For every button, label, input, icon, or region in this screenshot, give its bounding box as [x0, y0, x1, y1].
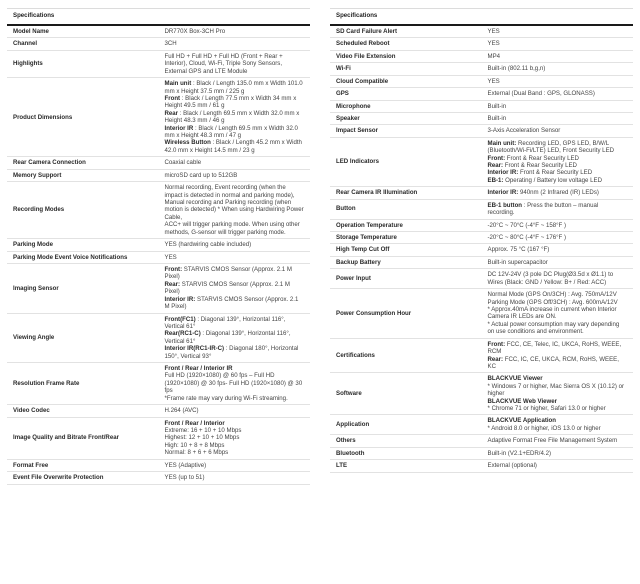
spec-value-text: : Black / Length 69.5 mm x Width 32.0 mm x Height 48.3 mm / 46 g [164, 109, 300, 125]
spec-label: SD Card Failure Alert [330, 25, 482, 38]
spec-value-line [165, 395, 305, 402]
spec-value-line [488, 321, 628, 336]
spec-label: Format Free [7, 459, 159, 471]
spec-value-text: Front & Rear Security LED [518, 169, 593, 177]
spec-row [330, 232, 633, 244]
spec-value-line [488, 177, 628, 184]
spec-value-bold: Front / Rear / Interior [164, 419, 225, 427]
spec-row [330, 460, 633, 472]
spec-row [330, 88, 633, 100]
spec-value-bold: BLACKVUE Application [487, 417, 556, 425]
spec-label: Power Consumption Hour [330, 289, 482, 339]
spec-value-line [165, 172, 305, 179]
spec-value-text: STARVIS CMOS Sensor (Approx. 2.1 M Pixel) [164, 280, 290, 296]
spec-value-text: Extreme: 16 + 10 + 10 Mbps [164, 426, 242, 434]
spec-table-left [7, 8, 310, 485]
spec-value [482, 244, 634, 256]
spec-row [330, 338, 633, 373]
spec-value [482, 38, 634, 50]
spec-value-text: YES [164, 253, 177, 261]
spec-row [330, 75, 633, 87]
spec-value-text: 940nm (2 Infrared (IR) LEDs) [518, 189, 599, 197]
spec-value [482, 415, 634, 435]
spec-value [159, 363, 311, 405]
spec-value-line [488, 140, 628, 155]
spec-value-bold: Rear: [487, 355, 504, 363]
spec-row [330, 25, 633, 38]
spec-row [7, 417, 310, 459]
spec-value-line [488, 78, 628, 85]
spec-label: Microphone [330, 100, 482, 112]
spec-value-bold: Front / Rear / Interior IR [164, 365, 233, 373]
spec-value-line [488, 40, 628, 47]
spec-value [159, 472, 311, 484]
spec-value [159, 459, 311, 471]
spec-value-text: YES (hardwiring cable included) [164, 241, 252, 249]
spec-value [482, 256, 634, 268]
spec-row [7, 38, 310, 50]
spec-row [7, 472, 310, 484]
spec-value-text: * Chrome 71 or higher, Safari 13.0 or higher [487, 405, 606, 413]
spec-label: Parking Mode Event Voice Notifications [7, 251, 159, 263]
spec-value [482, 199, 634, 219]
spec-value-line [165, 407, 305, 414]
spec-value-bold: Main unit: [487, 139, 517, 147]
spec-value-text: FCC, CE, Telec, IC, UKCA, RoHS, WEEE, RCM [487, 340, 622, 356]
spec-value-line [488, 405, 628, 412]
spec-value-line [488, 398, 628, 405]
spec-value-text: Front & Rear Security LED [503, 162, 577, 170]
spec-value [159, 182, 311, 239]
spec-value-text: 3-Axis Acceleration Sensor [487, 127, 561, 135]
spec-value-line [488, 189, 628, 196]
spec-row [330, 38, 633, 50]
spec-value [482, 25, 634, 38]
spec-value [159, 157, 311, 169]
spec-value-text: YES (Adaptive) [164, 461, 207, 469]
spec-value [482, 187, 634, 199]
spec-value-text: STARVIS CMOS Sensor (Approx. 2.1 M Pixel) [164, 265, 292, 281]
spec-value-bold: Front: [487, 340, 506, 348]
spec-value-line [488, 356, 628, 371]
spec-value-line [165, 95, 305, 110]
spec-value-line [165, 80, 305, 95]
spec-value [482, 75, 634, 87]
spec-value [482, 125, 634, 137]
spec-row [330, 112, 633, 124]
spec-rows [7, 25, 310, 484]
spec-label: LED Indicators [330, 137, 482, 187]
table-header: Specifications [7, 9, 310, 26]
spec-value [159, 38, 311, 50]
spec-label: GPS [330, 88, 482, 100]
spec-row [330, 219, 633, 231]
spec-value-line [165, 110, 305, 125]
spec-value-text: YES [487, 40, 500, 48]
spec-value [482, 373, 634, 415]
spec-label: Highlights [7, 50, 159, 77]
spec-value-text: H.264 (AVC) [164, 407, 199, 415]
spec-value [159, 50, 311, 77]
spec-row [7, 363, 310, 405]
spec-value-bold: Rear: [164, 280, 181, 288]
spec-label: Button [330, 199, 482, 219]
spec-value [159, 251, 311, 263]
spec-row [330, 447, 633, 459]
spec-label: Resolution Frame Rate [7, 363, 159, 405]
spec-value-line [165, 40, 305, 47]
spec-value [159, 78, 311, 157]
spec-value-line [165, 184, 305, 221]
spec-value [482, 50, 634, 62]
spec-value [482, 289, 634, 339]
spec-label: LTE [330, 460, 482, 472]
spec-value [482, 112, 634, 124]
spec-label: Power Input [330, 269, 482, 289]
spec-label: Product Dimensions [7, 78, 159, 157]
spec-row [7, 459, 310, 471]
spec-value-bold: BLACKVUE Viewer [487, 375, 543, 383]
spec-label: Memory Support [7, 169, 159, 181]
spec-value-line [488, 417, 628, 424]
spec-value-text: : Diagonal 180°, Horizontal 150°, Vertical 93° [164, 345, 299, 360]
spec-value-text: : Black / Length 77.5 mm x Width 34 mm x Height 49.5 mm / 61 g [164, 94, 297, 110]
spec-value-text: Built-in [487, 102, 507, 110]
spec-value [482, 338, 634, 373]
spec-value-line [488, 306, 628, 321]
spec-value-text: Built-in (V2.1+EDR/4.2) [487, 449, 552, 457]
spec-value-bold: Interior IR [164, 124, 194, 132]
spec-value-line [165, 266, 305, 281]
spec-value-text: * Approx.40mA increase in current when Interior Camera IR LEDs are ON. [487, 305, 617, 321]
spec-value-line [488, 90, 628, 97]
spec-value [482, 219, 634, 231]
spec-value-line [488, 169, 628, 176]
spec-value-bold: Wireless Button [164, 139, 211, 147]
spec-row [330, 289, 633, 339]
spec-value-line [165, 427, 305, 434]
spec-value-line [488, 103, 628, 110]
spec-value [482, 137, 634, 187]
spec-value [482, 100, 634, 112]
spec-row [330, 125, 633, 137]
spec-label: Certifications [330, 338, 482, 373]
spec-label: Backup Battery [330, 256, 482, 268]
spec-value-bold: Interior IR: [487, 189, 519, 197]
spec-value-text: FCC, IC, CE, UKCA, RCM, RoHS, WEEE, KC [487, 355, 619, 370]
spec-row [7, 157, 310, 169]
spec-label: Scheduled Reboot [330, 38, 482, 50]
spec-value-text: -20°C ~ 70°C (-4°F ~ 158°F ) [487, 221, 566, 229]
spec-value-text: STARVIS CMOS Sensor (Approx. 2.1 M Pixel) [164, 295, 299, 311]
spec-label: Rear Camera IR Illumination [330, 187, 482, 199]
spec-value [159, 313, 311, 363]
spec-value-text: MP4 [487, 52, 501, 60]
spec-value-line [488, 437, 628, 444]
spec-value-bold: BLACKVUE Web Viewer [487, 397, 558, 405]
spec-value-text: : Press the button – manual recording. [487, 201, 599, 217]
spec-value-line [488, 65, 628, 72]
spec-value-text: External (optional) [487, 462, 537, 470]
spec-value-text: -20°C ~ 80°C (-4°F ~ 176°F ) [487, 234, 566, 242]
spec-value [159, 417, 311, 459]
spec-row [330, 100, 633, 112]
spec-value-line [165, 254, 305, 261]
spec-value-line [488, 291, 628, 298]
spec-value-text: YES (up to 51) [164, 474, 205, 482]
spec-label: Video Codec [7, 405, 159, 417]
spec-value-line [488, 202, 628, 217]
spec-value [159, 263, 311, 313]
spec-value-text: Built-in (802.11 b,g,n) [487, 65, 546, 73]
spec-value-bold: Front: [164, 265, 183, 273]
spec-value-text: Adaptive Format Free File Management System [487, 437, 618, 445]
spec-value-bold: Rear(RC1-C) [164, 330, 201, 338]
spec-label: High Temp Cut Off [330, 244, 482, 256]
spec-row [330, 269, 633, 289]
spec-column-left [7, 8, 310, 485]
spec-value-line [165, 316, 305, 331]
spec-value-line [488, 383, 628, 398]
spec-label: Cloud Compatible [330, 75, 482, 87]
spec-value-text: : Black / Length 69.5 mm x Width 32.0 mm x Height 48.3 mm / 47 g [164, 124, 298, 140]
spec-value-text: DC 12V-24V (3 pole DC Plug(Ø3.5d x Ø1.1) to Wires (Black: GND / Yellow: B+ / Red: ACC) [487, 271, 614, 286]
spec-table-right [330, 8, 633, 473]
spec-value-line [165, 372, 305, 394]
spec-label: Viewing Angle [7, 313, 159, 363]
spec-value-line [165, 241, 305, 248]
spec-row [7, 405, 310, 417]
spec-rows [330, 25, 633, 472]
spec-label: Others [330, 435, 482, 447]
spec-value-line [165, 365, 305, 372]
spec-value-text: Coaxial cable [164, 159, 202, 167]
spec-value-line [165, 474, 305, 481]
spec-label: Image Quality and Bitrate Front/Rear [7, 417, 159, 459]
spec-value-line [165, 434, 305, 441]
spec-value-line [488, 341, 628, 356]
spec-value-line [488, 271, 628, 286]
spec-value-line [165, 330, 305, 345]
spec-row [330, 187, 633, 199]
spec-value [159, 169, 311, 181]
spec-value-line [165, 449, 305, 456]
spec-value-text: Highest: 12 + 10 + 10 Mbps [164, 434, 240, 442]
spec-row [330, 256, 633, 268]
spec-value-line [165, 296, 305, 311]
spec-label: Wi-Fi [330, 63, 482, 75]
spec-value-line [488, 259, 628, 266]
spec-value-line [488, 155, 628, 162]
spec-value [482, 232, 634, 244]
spec-value-line [165, 462, 305, 469]
spec-value-text: Full HD (1920×1080) @ 60 fps – Full HD (1920×1080) @ 30 fps- Full HD (1920×1080) @ 30 fps [164, 372, 303, 395]
spec-value [159, 25, 311, 38]
spec-row [330, 435, 633, 447]
spec-value-text: YES [487, 28, 500, 35]
spec-column-right [330, 8, 633, 485]
spec-value-line [165, 345, 305, 360]
spec-row [330, 415, 633, 435]
spec-value-bold: Rear: [487, 162, 504, 170]
spec-value-text: DR770X Box-3CH Pro [164, 28, 226, 35]
spec-value-line [165, 139, 305, 154]
spec-value-text: : Diagonal 139°, Horizontal 116°, Vertical 61° [164, 330, 291, 345]
spec-value-text: Built-in [487, 114, 507, 122]
spec-value-line [488, 53, 628, 60]
spec-value-text: ACC+ will trigger parking mode. When using other methods, G-sensor will trigger parking mode. [164, 221, 300, 236]
spec-label: Parking Mode [7, 239, 159, 251]
spec-row [7, 251, 310, 263]
spec-value-line [488, 425, 628, 432]
spec-value-line [488, 115, 628, 122]
spec-row [330, 244, 633, 256]
table-header: Specifications [330, 9, 633, 26]
spec-value-line [165, 159, 305, 166]
spec-value-text: Front & Rear Security LED [505, 154, 579, 162]
spec-value-line [488, 162, 628, 169]
spec-value-line [488, 299, 628, 306]
spec-value-text: * Android 8.0 or higher, iOS 13.0 or higher [487, 424, 601, 432]
spec-row [330, 63, 633, 75]
spec-row [330, 199, 633, 219]
spec-value-line [165, 281, 305, 296]
spec-label: Application [330, 415, 482, 435]
spec-label: Recording Modes [7, 182, 159, 239]
spec-value-bold: Interior IR: [487, 169, 519, 177]
spec-value-text: Approx. 75 °C (167 °F) [487, 246, 550, 254]
spec-value-line [488, 375, 628, 382]
spec-value [159, 405, 311, 417]
spec-value [482, 447, 634, 459]
spec-value-text: * Windows 7 or higher, Mac Sierra OS X (10.12) or higher [487, 382, 624, 398]
spec-value-text: Recording LED, GPS LED, B/W/L (Bluetooth/Wi-Fi/LTE) LED, Front Security LED [487, 139, 615, 155]
spec-value-line [165, 28, 305, 35]
spec-value-bold: Front [164, 94, 181, 102]
spec-value-line [488, 234, 628, 241]
spec-value-bold: Front: [487, 154, 506, 162]
spec-value-bold: Interior IR: [164, 295, 196, 303]
spec-value-bold: Front(FC1) [164, 315, 196, 323]
spec-value-line [488, 462, 628, 469]
spec-value-bold: Interior IR(RC1-IR-C) [164, 345, 225, 353]
spec-row [7, 78, 310, 157]
spec-value-line [165, 221, 305, 236]
spec-value-text: : Diagonal 139°, Horizontal 116°, Vertical 61° [164, 315, 286, 330]
spec-value-text: *Frame rate may vary during Wi-Fi streaming. [164, 394, 288, 402]
spec-label: Imaging Sensor [7, 263, 159, 313]
spec-row [7, 239, 310, 251]
spec-label: Rear Camera Connection [7, 157, 159, 169]
spec-label: Channel [7, 38, 159, 50]
spec-value-line [488, 127, 628, 134]
spec-value-bold: EB-1 button [487, 201, 523, 209]
spec-value [482, 269, 634, 289]
spec-value [482, 460, 634, 472]
spec-value [159, 239, 311, 251]
spec-value-line [488, 28, 628, 35]
spec-row [7, 313, 310, 363]
spec-value-line [488, 246, 628, 253]
spec-value-text: Parking Mode (GPS Off/3CH) : Avg. 600mA/12V [487, 298, 618, 306]
spec-label: Bluetooth [330, 447, 482, 459]
spec-label: Event File Overwrite Protection [7, 472, 159, 484]
spec-value-text: Full HD + Full HD + Full HD (Front + Rear + Interior), Cloud, Wi-Fi, Triple Sony Sensors, External GPS and LTE Module [164, 52, 283, 75]
spec-row [7, 50, 310, 77]
spec-label: Video File Extension [330, 50, 482, 62]
spec-value [482, 88, 634, 100]
spec-row [330, 373, 633, 415]
spec-value-line [165, 420, 305, 427]
spec-row [7, 25, 310, 38]
spec-label: Storage Temperature [330, 232, 482, 244]
spec-value-text: Normal Mode (GPS On/3CH) : Avg. 750mA/12V [487, 291, 617, 299]
spec-value-text: * Actual power consumption may vary depending on use conditions and environment. [487, 320, 620, 336]
spec-row [7, 182, 310, 239]
spec-value [482, 435, 634, 447]
spec-value-text: : Black / Length 45.2 mm x Width 42.0 mm x Height 14.5 mm / 23 g [164, 139, 302, 154]
spec-row [330, 137, 633, 187]
spec-label: Model Name [7, 25, 159, 38]
spec-value-text: Built-in supercapacitor [487, 258, 548, 266]
spec-value-text: External (Dual Band : GPS, GLONASS) [487, 90, 595, 98]
spec-label: Impact Sensor [330, 125, 482, 137]
spec-value-line [488, 222, 628, 229]
spec-row [7, 169, 310, 181]
spec-value [482, 63, 634, 75]
spec-label: Software [330, 373, 482, 415]
spec-label: Speaker [330, 112, 482, 124]
spec-value-line [165, 53, 305, 75]
spec-value-text: 3CH [164, 40, 177, 48]
spec-value-text: : Black / Length 135.0 mm x Width 101.0 mm x Height 37.5 mm / 225 g [164, 80, 303, 95]
spec-value-line [165, 125, 305, 140]
spec-label: Operation Temperature [330, 219, 482, 231]
spec-value-text: High: 10 + 8 + 8 Mbps [164, 441, 225, 449]
spec-value-bold: Main unit [164, 80, 192, 88]
spec-value-text: YES [487, 77, 500, 85]
spec-value-text: microSD card up to 512GB [164, 171, 238, 179]
spec-value-bold: EB-1: [487, 176, 504, 184]
spec-value-text: Operating / Battery low voltage LED [503, 176, 602, 184]
spec-value-line [488, 450, 628, 457]
spec-row [330, 50, 633, 62]
spec-value-bold: Rear [164, 109, 179, 117]
spec-value-line [165, 442, 305, 449]
spec-row [7, 263, 310, 313]
spec-value-text: Normal: 8 + 6 + 6 Mbps [164, 449, 229, 457]
spec-value-text: Normal recording, Event recording (when the impact is detected in normal and parking mode), Manual recording and Parking recording (when motion is detected) * When using Hardwiring Power Cable, [164, 184, 304, 221]
